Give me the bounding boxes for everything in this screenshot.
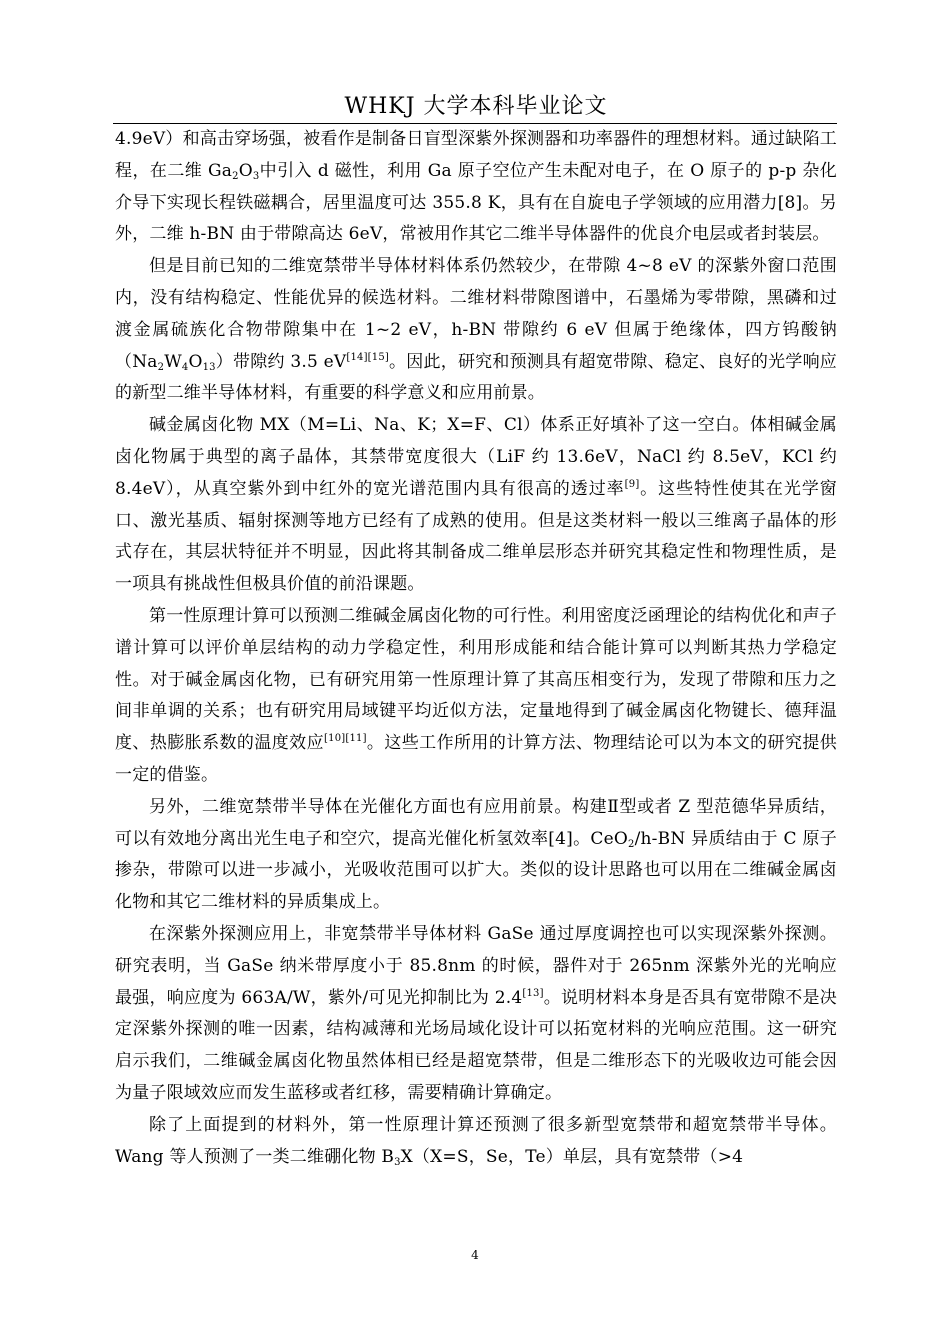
paragraph-5 xyxy=(115,792,837,919)
superscript-citation: [13] xyxy=(522,987,544,999)
text-run: 碱金属卤化物 MX（M=Li、Na、K；X=F、Cl）体系正好填补了这一空白。体相碱金属卤化物属于典型的离子晶体，其禁带宽度很大（LiF 约 13.6eV，NaCl 约 8.5eV，KCl 约 8.4eV），从真空紫外到中红外的宽光谱范围内具有很高的透过率 xyxy=(115,415,837,499)
superscript-citation: [9] xyxy=(624,478,640,490)
text-run: 4.9eV）和高击穿场强，被看作是制备日盲型深紫外探测器和功率器件的理想材料。通过缺陷工程，在二维 Ga xyxy=(115,129,837,181)
subscript: 3 xyxy=(394,1156,401,1168)
text-run: 。因此，研究和预测具有超宽带隙、稳定、良好的光学响应的新型二维半导体材料，有重要的科学意义和应用前景。 xyxy=(115,351,837,404)
page-header-title: WHKJ 大学本科毕业论文 xyxy=(344,94,608,119)
text-run: /h-BN 异质结由于 C 原子掺杂，带隙可以进一步减小，光吸收范围可以扩大。类似的设计思路也可以用在二维碱金属卤化物和其它二维材料的异质集成上。 xyxy=(115,828,837,913)
text-run: 中引入 d 磁性，利用 Ga 原子空位产生未配对电子，在 O 原子的 p-p 杂化介导下实现长程铁磁耦合，居里温度可达 355.8 K，具有在自旋电子学领域的应用潜力[8]。另外，二维 h-BN 由于带隙高达 6eV，常被用作其它二维半导体器件的优良介电层或者封装层。 xyxy=(115,160,837,245)
page-number: 4 xyxy=(471,1248,479,1262)
subscript: 2 xyxy=(232,170,239,182)
text-run: 。这些工作所用的计算方法、物理结论可以为本文的研究提供一定的借鉴。 xyxy=(115,733,837,785)
superscript-citation: [14][15] xyxy=(346,351,389,363)
subscript: 2 xyxy=(157,361,165,373)
subscript: 13 xyxy=(202,361,216,373)
text-run: 但是目前已知的二维宽禁带半导体材料体系仍然较少，在带隙 4~8 eV 的深紫外窗口范围内，没有结构稳定、性能优异的候选材料。二维材料带隙图谱中，石墨烯为零带隙，黑磷和过渡金属硫族化合物带隙集中在 1~2 eV，h-BN 带隙约 6 eV 但属于绝缘体，四方钨酸钠（Na xyxy=(115,256,837,372)
text-run: X（X=S，Se，Te）单层，具有宽禁带（>4 xyxy=(400,1146,744,1167)
text-run: W xyxy=(164,351,182,372)
paragraph-7 xyxy=(115,1110,837,1174)
paragraph-3 xyxy=(115,410,837,601)
subscript: 3 xyxy=(252,170,260,182)
subscript: 2 xyxy=(628,838,635,850)
text-run: 除了上面提到的材料外，第一性原理计算还预测了很多新型宽禁带和超宽禁带半导体。Wang 等人预测了一类二维硼化物 B xyxy=(115,1114,837,1167)
body-text xyxy=(115,124,837,1173)
paragraph-6 xyxy=(115,919,837,1110)
text-run: O xyxy=(238,160,253,181)
superscript-citation: [10][11] xyxy=(324,733,367,745)
text-run: 。说明材料本身是否具有宽带隙不是决定深紫外探测的唯一因素，结构减薄和光场局域化设计可以拓宽材料的光响应范围。这一研究启示我们，二维碱金属卤化物虽然体相已经是超宽禁带，但是二维形态下的光吸收边可能会因为量子限域效应而发生蓝移或者红移，需要精确计算确定。 xyxy=(115,987,837,1103)
text-run: 。这些特性使其在光学窗口、激光基质、辐射探测等地方已经有了成熟的使用。但是这类材料一般以三维离子晶体的形式存在，其层状特征并不明显，因此将其制备成二维单层形态并研究其稳定性和物理性质，是一项具有挑战性但极具价值的前沿课题。 xyxy=(115,478,838,595)
subscript: 4 xyxy=(181,361,189,373)
text-run: O xyxy=(188,351,203,372)
text-run: 在深紫外探测应用上，非宽禁带半导体材料 GaSe 通过厚度调控也可以实现深紫外探测。研究表明，当 GaSe 纳米带厚度小于 85.8nm 的时候，器件对于 265nm 深紫外光的光响应最强，响应度为 663A/W，紫外/可见光抑制比为 2.4 xyxy=(115,923,837,1008)
paragraph-4 xyxy=(115,601,837,792)
paragraph-2 xyxy=(115,251,837,410)
paragraph-1 xyxy=(115,124,837,251)
text-run: 第一性原理计算可以预测二维碱金属卤化物的可行性。利用密度泛函理论的结构优化和声子谱计算可以评价单层结构的动力学稳定性，利用形成能和结合能计算可以判断其热力学稳定性。对于碱金属卤化物，已有研究用第一性原理计算了其高压相变行为，发现了带隙和压力之间非单调的关系；也有研究用局域键平均近似方法，定量地得到了碱金属卤化物键长、德拜温度、热膨胀系数的温度效应 xyxy=(115,605,837,754)
text-run: 另外，二维宽禁带半导体在光催化方面也有应用前景。构建Ⅱ型或者 Z 型范德华异质结，可以有效地分离出光生电子和空穴，提高光催化析氢效率[4]。CeO xyxy=(115,796,837,849)
text-run: ）带隙约 3.5 eV xyxy=(215,351,347,372)
